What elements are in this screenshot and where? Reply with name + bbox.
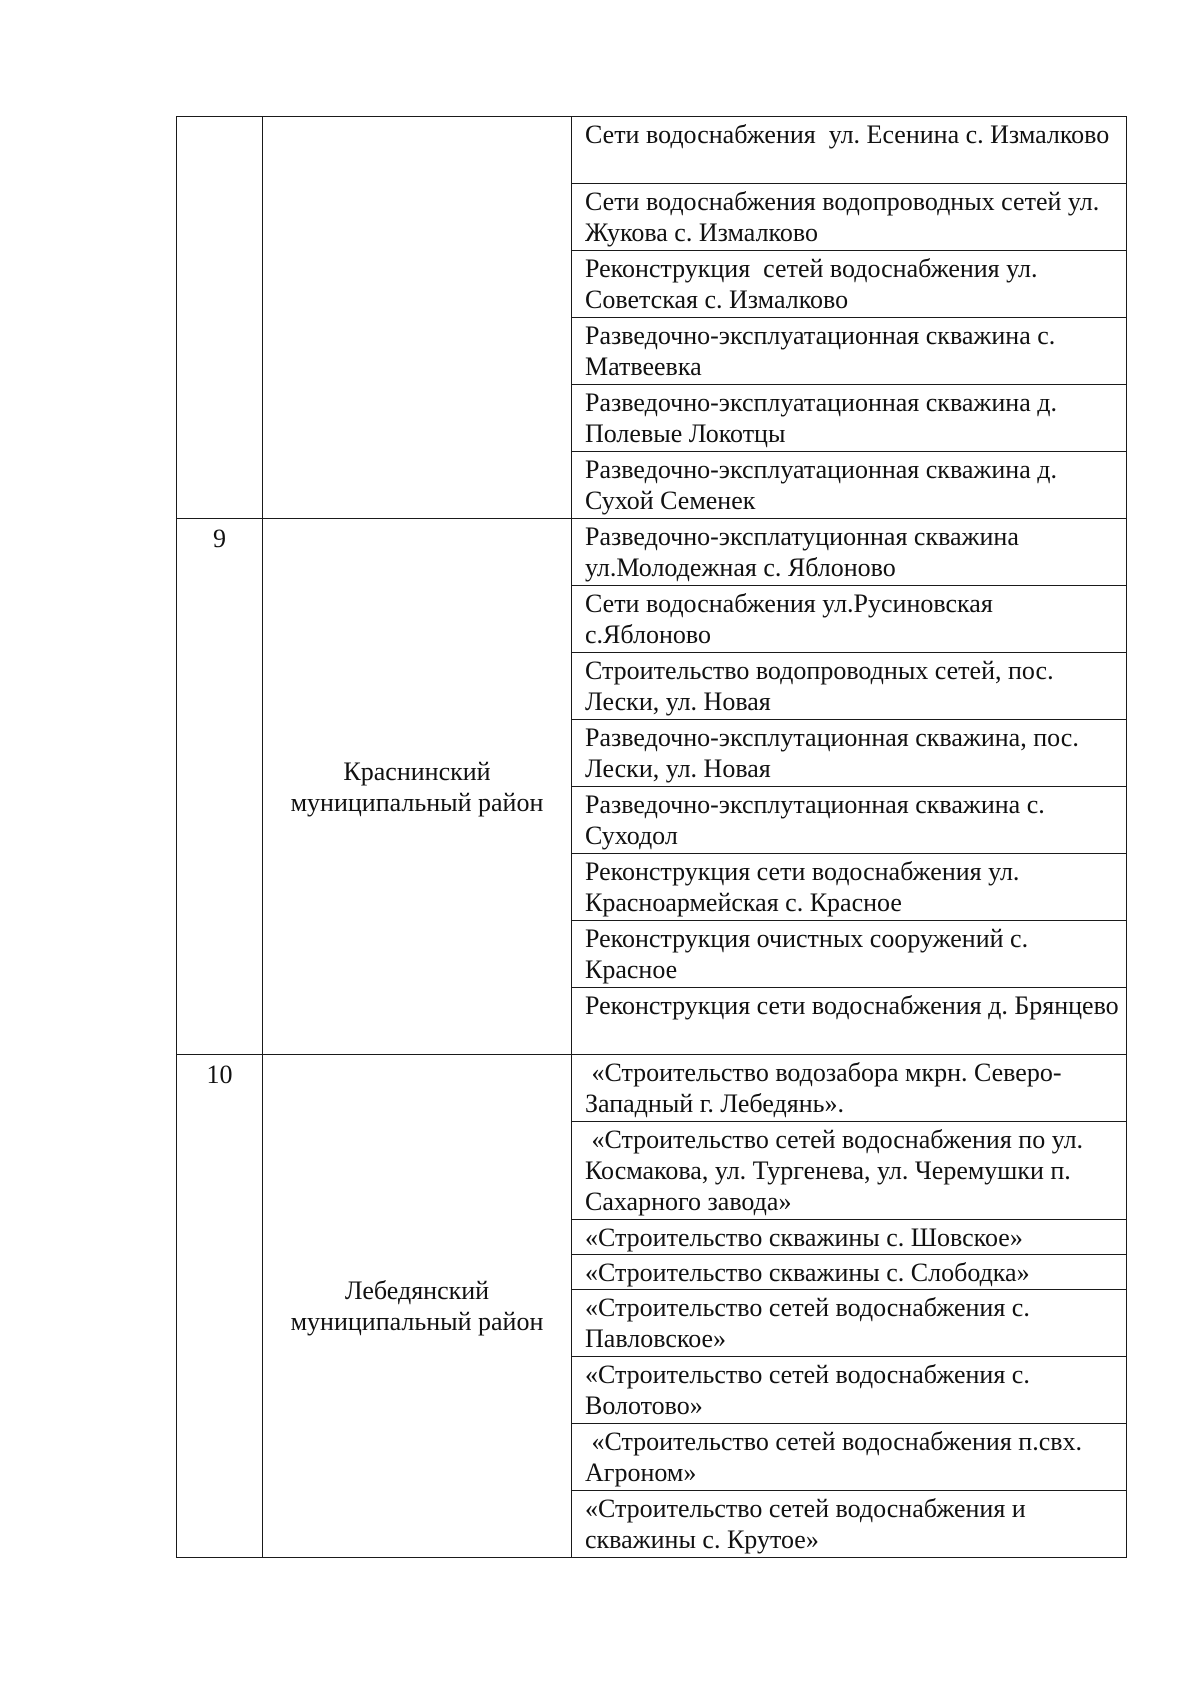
- object-text: Сети водоснабжения водопроводных сетей ул. Жукова с. Измалково: [585, 187, 1106, 247]
- object-cell: [572, 988, 1127, 1055]
- object-text: «Строительство скважины с. Слободка»: [585, 1258, 1030, 1287]
- object-text: Разведочно-эксплатуционная скважина ул.Молодежная с. Яблоново: [585, 522, 1026, 582]
- object-cell: [572, 1255, 1127, 1290]
- object-cell: [572, 184, 1127, 251]
- object-cell: [572, 1491, 1127, 1558]
- object-text: «Строительство водозабора мкрн. Северо-Западный г. Лебедянь».: [585, 1058, 1062, 1118]
- object-text: Реконструкция сетей водоснабжения ул. Советская с. Измалково: [585, 254, 1044, 314]
- object-cell: [572, 854, 1127, 921]
- object-cell: [572, 720, 1127, 787]
- object-cell: [572, 1055, 1127, 1122]
- row-number-cell: [177, 117, 263, 519]
- row-number-cell: 9: [177, 519, 263, 1055]
- object-cell: [572, 452, 1127, 519]
- district-cell: [263, 519, 572, 1055]
- table-row: [177, 1055, 1127, 1122]
- object-text: «Строительство сетей водоснабжения по ул. Космакова, ул. Тургенева, ул. Черемушки п. Сахарного завода»: [585, 1125, 1090, 1216]
- object-cell: [572, 251, 1127, 318]
- object-text: «Строительство скважины с. Шовское»: [585, 1223, 1023, 1252]
- district-name: Лебедянский муниципальный район: [290, 1276, 544, 1336]
- object-cell: [572, 117, 1127, 184]
- object-cell: [572, 1290, 1127, 1357]
- object-text: «Строительство сетей водоснабжения с. Волотово»: [585, 1360, 1037, 1420]
- object-text: Реконструкция сети водоснабжения ул. Красноармейская с. Красное: [585, 857, 1026, 917]
- object-text: «Строительство сетей водоснабжения с. Павловское»: [585, 1293, 1037, 1353]
- district-cell: [263, 117, 572, 519]
- object-cell: [572, 519, 1127, 586]
- object-cell: [572, 586, 1127, 653]
- object-text: Реконструкция сети водоснабжения д. Брянцево: [585, 991, 1119, 1020]
- object-cell: [572, 921, 1127, 988]
- object-cell: [572, 1424, 1127, 1491]
- object-cell: [572, 653, 1127, 720]
- object-cell: [572, 1122, 1127, 1220]
- object-cell: [572, 318, 1127, 385]
- projects-table: [176, 116, 1127, 1558]
- object-text: Разведочно-эксплуатационная скважина с. Матвеевка: [585, 321, 1062, 381]
- object-cell: [572, 1220, 1127, 1255]
- table-row: [177, 117, 1127, 184]
- district-cell: [263, 1055, 572, 1558]
- object-cell: [572, 787, 1127, 854]
- object-cell: [572, 1357, 1127, 1424]
- object-text: Реконструкция очистных сооружений с. Красное: [585, 924, 1035, 984]
- object-text: «Строительство сетей водоснабжения п.свх. Агроном»: [585, 1427, 1089, 1487]
- object-cell: [572, 385, 1127, 452]
- object-text: Разведочно-эксплуатационная скважина д. Сухой Семенек: [585, 455, 1064, 515]
- row-number-cell: 10: [177, 1055, 263, 1558]
- object-text: Сети водоснабжения ул. Есенина с. Измалково: [585, 120, 1110, 149]
- object-text: Строительство водопроводных сетей, пос. Лески, ул. Новая: [585, 656, 1061, 716]
- object-text: Разведочно-эксплуатационная скважина д. Полевые Локотцы: [585, 388, 1064, 448]
- object-text: Разведочно-эксплутационная скважина с. Суходол: [585, 790, 1052, 850]
- district-name: Краснинский муниципальный район: [290, 756, 544, 817]
- table-row: [177, 519, 1127, 586]
- object-text: «Строительство сетей водоснабжения и скважины с. Крутое»: [585, 1494, 1033, 1554]
- object-text: Сети водоснабжения ул.Русиновская с.Яблоново: [585, 589, 1000, 649]
- object-text: Разведочно-эксплутационная скважина, пос. Лески, ул. Новая: [585, 723, 1086, 783]
